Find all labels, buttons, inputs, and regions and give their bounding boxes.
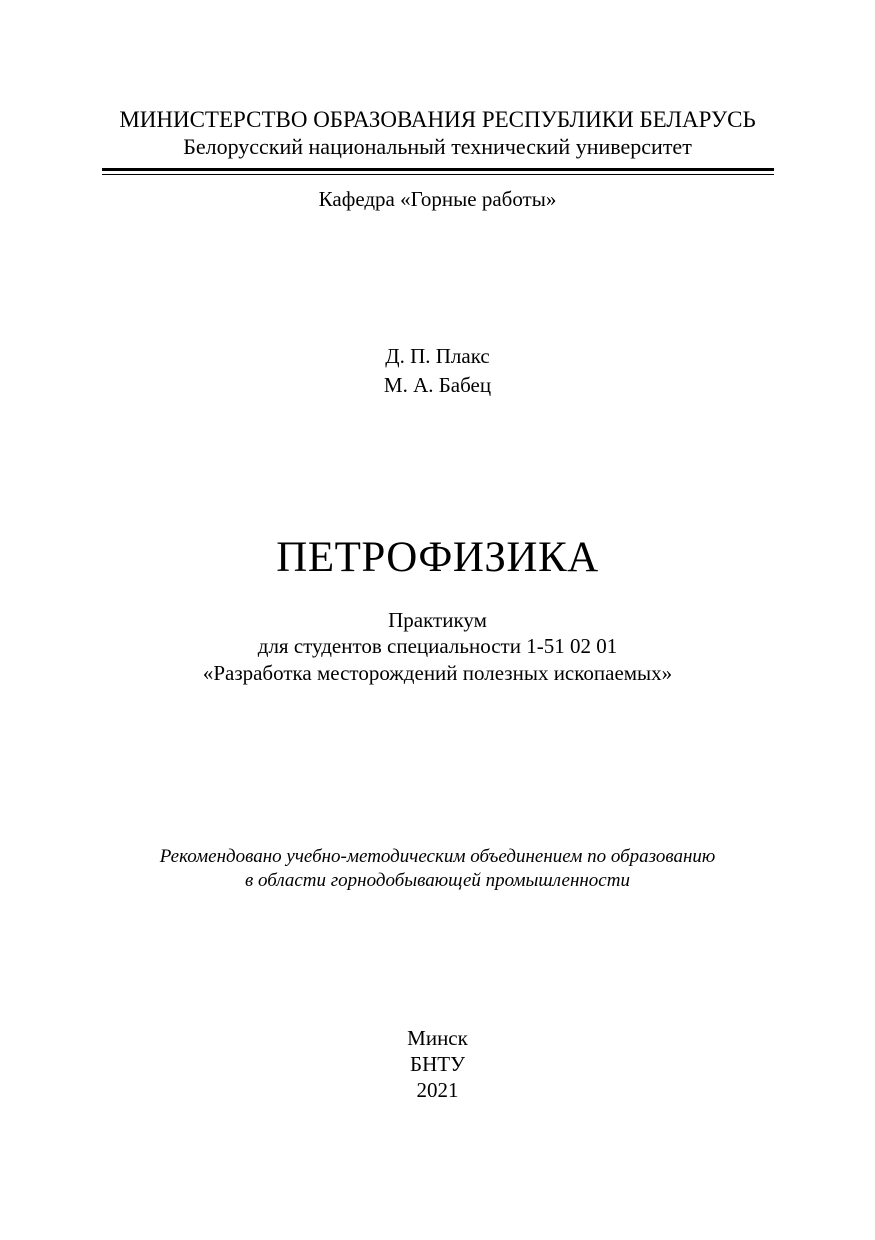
- document-type: Практикум: [388, 608, 487, 632]
- recommendation-line-1: Рекомендовано учебно-методическим объединением по образованию: [159, 846, 716, 867]
- header-divider-thin: [102, 174, 774, 175]
- ministry-name: МИНИСТЕРСТВО ОБРАЗОВАНИЯ РЕСПУБЛИКИ БЕЛАРУСЬ: [119, 107, 756, 132]
- imprint-year: 2021: [416, 1078, 459, 1102]
- department-name: Кафедра «Горные работы»: [318, 187, 557, 211]
- author-1: Д. П. Плакс: [385, 344, 490, 368]
- imprint-publisher: БНТУ: [410, 1052, 465, 1076]
- author-2: М. А. Бабец: [383, 373, 492, 397]
- audience-line: для студентов специальности 1-51 02 01: [257, 634, 618, 658]
- recommendation-line-2: в области горнодобывающей промышленности: [245, 870, 630, 891]
- imprint-city: Минск: [407, 1026, 468, 1050]
- document-title: ПЕТРОФИЗИКА: [276, 534, 599, 581]
- specialty-name: «Разработка месторождений полезных ископаемых»: [202, 661, 673, 685]
- header-divider-thick: [102, 168, 774, 171]
- university-name: Белорусский национальный технический университет: [183, 134, 692, 159]
